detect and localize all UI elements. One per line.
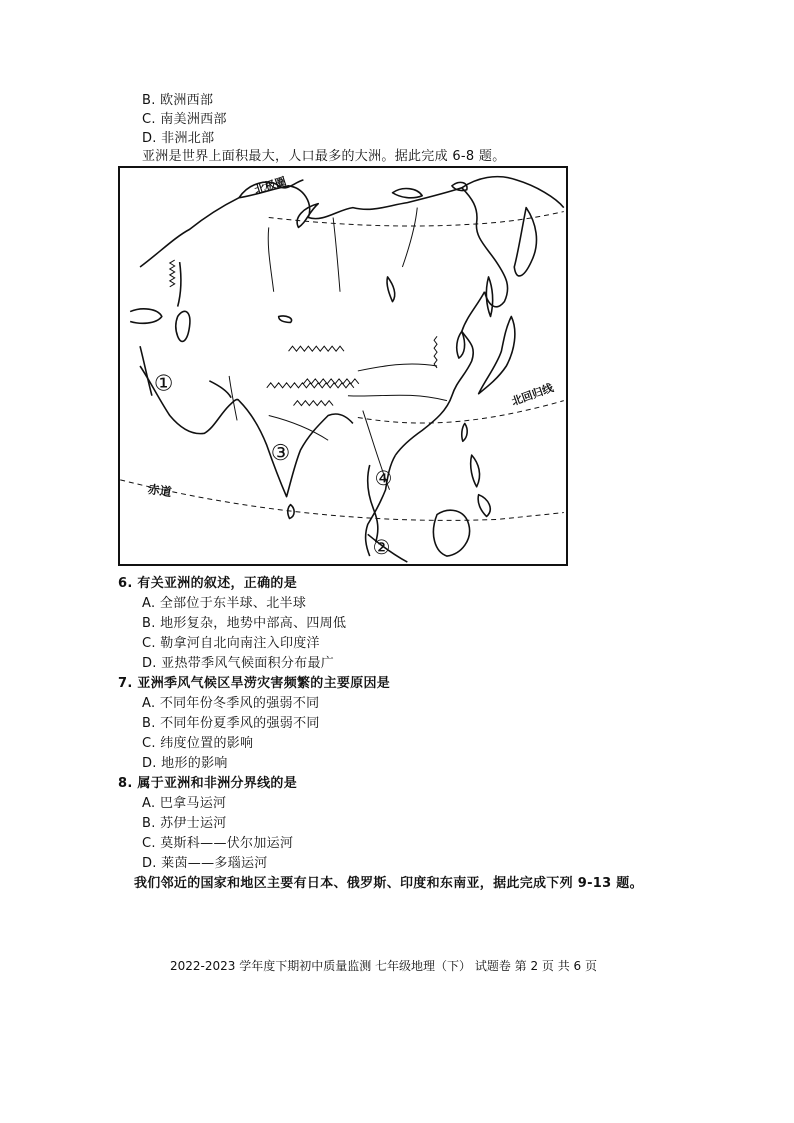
river-ganges	[269, 416, 328, 441]
question-8-stem: 8. 属于亚洲和非洲分界线的是	[118, 776, 298, 791]
question-8-option-a: A. 巴拿马运河	[142, 796, 227, 811]
label-arctic-circle: 北极圈	[252, 174, 288, 198]
island-severnaya	[393, 189, 423, 198]
red-sea	[140, 346, 152, 396]
island-novaya-zemlya	[297, 204, 318, 228]
question-6-option-a: A. 全部位于东半球、北半球	[142, 596, 307, 611]
question-6-option-c: C. 勒拿河自北向南注入印度洋	[142, 636, 320, 651]
label-equator: 赤道	[146, 482, 173, 500]
tropic-line	[358, 401, 564, 423]
page-footer: 2022-2023 学年度下期初中质量监测 七年级地理（下） 试题卷 第 2 页 共 6 页	[170, 959, 598, 973]
river-yellow	[358, 364, 437, 371]
question-7-option-a: A. 不同年份冬季风的强弱不同	[142, 696, 320, 711]
marker-2: ②	[372, 536, 391, 560]
river-indus	[229, 376, 237, 421]
marker-4: ④	[374, 466, 393, 490]
river-lena	[402, 208, 417, 267]
question-6-option-b: B. 地形复杂，地势中部高、四周低	[142, 616, 347, 631]
philippines-south	[478, 495, 490, 517]
river-yangtze	[348, 395, 447, 400]
question-8-option-b: B. 苏伊士运河	[142, 816, 227, 831]
caspian-sea	[176, 311, 190, 341]
question-7-option-b: B. 不同年份夏季风的强弱不同	[142, 716, 320, 731]
question-7-option-d: D. 地形的影响	[142, 756, 228, 771]
mountain-himalaya-lower	[294, 401, 334, 406]
mountain-greater-khingan	[434, 336, 437, 368]
prev-option-b: B. 欧洲西部	[142, 93, 214, 108]
prev-option-d: D. 非洲北部	[142, 131, 215, 146]
river-ob	[268, 227, 273, 291]
prev-option-c: C. 南美洲西部	[142, 112, 227, 127]
mountain-tianshan	[289, 346, 344, 351]
philippines	[471, 455, 480, 487]
taiwan	[462, 423, 467, 441]
question-7-stem: 7. 亚洲季风气候区旱涝灾害频繁的主要原因是	[118, 676, 391, 691]
question-8-option-d: D. 莱茵——多瑙运河	[142, 856, 268, 871]
black-sea	[130, 309, 162, 323]
sakhalin	[486, 277, 492, 317]
equator-line	[120, 480, 564, 521]
japan	[479, 317, 515, 394]
intro-9-13: 我们邻近的国家和地区主要有日本、俄罗斯、印度和东南亚，据此完成下列 9-13 题。	[134, 876, 643, 891]
lake-balkhash	[279, 316, 292, 322]
mountain-ural	[170, 260, 175, 287]
coastline-east	[462, 188, 508, 307]
west-boundary	[178, 262, 181, 307]
coastline-china	[395, 292, 484, 455]
mountain-himalaya	[267, 383, 354, 388]
question-8-option-c: C. 莫斯科——伏尔加运河	[142, 836, 294, 851]
kamchatka	[514, 208, 536, 276]
label-tropic: 北回归线	[509, 381, 556, 409]
question-7-option-c: C. 纬度位置的影响	[142, 736, 254, 751]
india	[239, 401, 353, 497]
marker-3: ③	[270, 441, 291, 467]
mountain-ranges	[170, 260, 437, 406]
persian-gulf	[209, 381, 231, 398]
question-6-stem: 6. 有关亚洲的叙述，正确的是	[118, 576, 298, 591]
river-yenisei	[333, 218, 340, 292]
question-6-option-d: D. 亚热带季风气候面积分布最广	[142, 656, 335, 671]
marker-1: ①	[153, 371, 174, 397]
graticules	[120, 212, 564, 521]
intro-6-8: 亚洲是世界上面积最大，人口最多的大洲。据此完成 6-8 题。	[142, 149, 506, 164]
asia-map	[118, 166, 568, 566]
asia-map-svg	[120, 168, 566, 564]
lake-baikal	[387, 277, 395, 302]
borneo	[433, 510, 469, 556]
korea	[457, 331, 465, 358]
